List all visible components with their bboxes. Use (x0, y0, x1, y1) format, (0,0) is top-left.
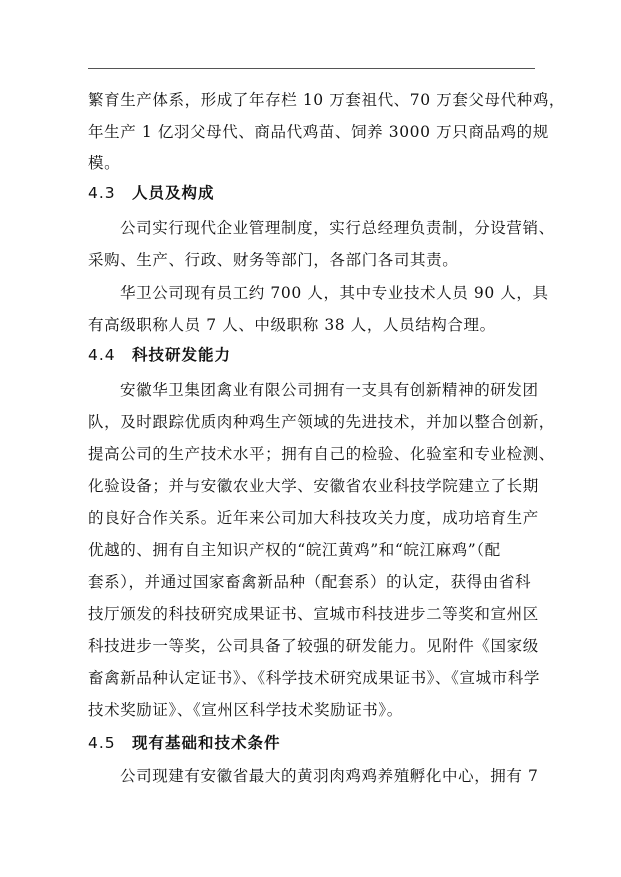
section-4-4-line-8: 技厅颁发的科技研究成果证书、宣城市科技进步二等奖和宣州区 (88, 605, 539, 623)
section-4-4-heading (88, 345, 231, 365)
section-number: 4.3 (88, 184, 116, 202)
section-4-3-para-1-line-2: 采购、生产、行政、财务等部门，各部门各司其责。 (88, 251, 459, 269)
intro-line-1: 繁育生产体系，形成了年存栏 10 万套祖代、70 万套父母代种鸡， (88, 91, 566, 109)
section-4-4-line-6: 优越的、拥有自主知识产权的“皖江黄鸡”和“皖江麻鸡”（配 (88, 541, 501, 559)
section-4-3-heading (88, 183, 215, 203)
section-4-4-line-2: 队，及时跟踪优质肉种鸡生产领域的先进技术，并加以整合创新， (88, 413, 555, 431)
section-number: 4.5 (88, 734, 116, 752)
section-4-4-line-4: 化验设备；并与安徽农业大学、安徽省农业科技学院建立了长期 (88, 477, 539, 495)
section-4-4-line-7: 套系），并通过国家畜禽新品种（配套系）的认定，获得由省科 (88, 573, 532, 591)
section-4-4-line-5: 的良好合作关系。近年来公司加大科技攻关力度，成功培育生产 (88, 509, 539, 527)
section-4-4-line-1: 安徽华卫集团禽业有限公司拥有一支具有创新精神的研发团 (120, 381, 539, 399)
header-rule (88, 68, 535, 69)
section-number: 4.4 (88, 346, 116, 364)
section-4-4-line-3: 提高公司的生产技术水平；拥有自己的检验、化验室和专业检测、 (88, 445, 555, 463)
section-title: 科技研发能力 (132, 346, 232, 364)
section-title: 现有基础和技术条件 (132, 734, 281, 752)
section-4-4-line-10: 畜禽新品种认定证书》、《科学技术研究成果证书》、《宣城市科学 (88, 669, 541, 687)
section-title: 人员及构成 (132, 184, 215, 202)
section-4-3-para-1-line-1: 公司实行现代企业管理制度，实行总经理负责制，分设营销、 (120, 219, 555, 237)
section-4-3-para-2-line-2: 有高级职称人员 7 人、中级职称 38 人，人员结构合理。 (88, 316, 496, 334)
section-4-4-line-11: 技术奖励证》、《宣州区科学技术奖励证书》。 (88, 701, 403, 719)
intro-line-2: 年生产 1 亿羽父母代、商品代鸡苗、饲养 3000 万只商品鸡的规 (88, 123, 549, 141)
section-4-5-line-1: 公司现建有安徽省最大的黄羽肉鸡鸡养殖孵化中心，拥有 7 (120, 767, 539, 785)
section-4-4-line-9: 科技进步一等奖，公司具备了较强的研发能力。见附件《国家级 (88, 637, 539, 655)
section-4-5-heading (88, 733, 281, 753)
intro-line-3: 模。 (88, 154, 121, 172)
section-4-3-para-2-line-1: 华卫公司现有员工约 700 人，其中专业技术人员 90 人，具 (120, 284, 549, 302)
